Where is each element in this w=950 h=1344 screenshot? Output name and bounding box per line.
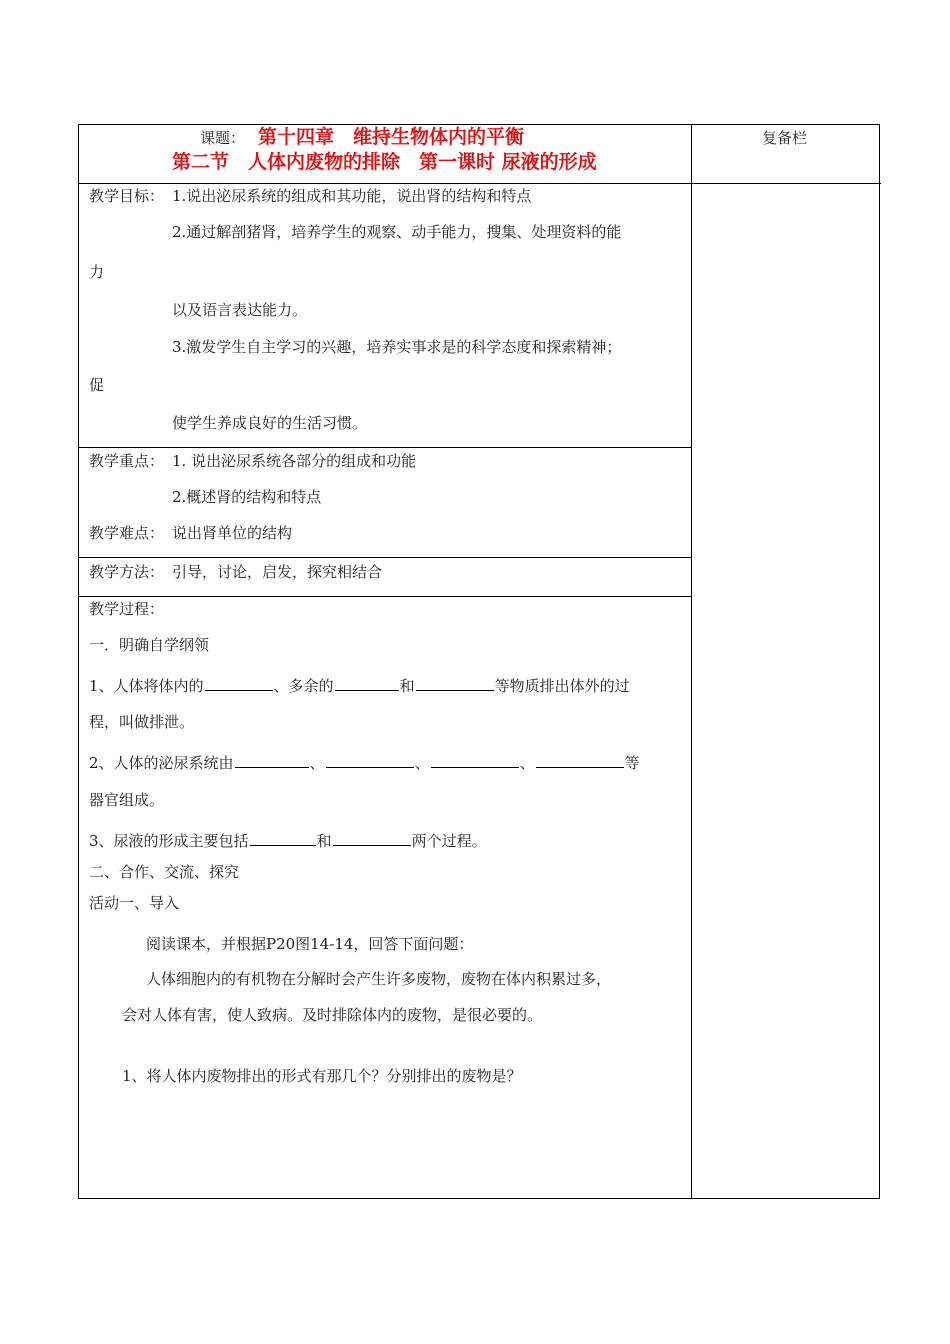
objectives-label: 教学目标： (89, 187, 165, 205)
answer-blank[interactable] (205, 675, 273, 691)
process-label: 教学过程： (89, 600, 165, 618)
objective-1: 1.说出泌尿系统的组成和其功能，说出肾的结构和特点 (172, 187, 532, 205)
chapter-title: 第十四章 维持生物体内的平衡 (258, 126, 525, 148)
key-points-label: 教学重点： (89, 452, 165, 470)
objective-3-line-3: 使学生养成良好的生活习惯。 (172, 414, 368, 432)
methods-text: 引导，讨论，启发，探究相结合 (172, 563, 383, 581)
answer-blank[interactable] (536, 752, 624, 768)
title-label: 课题： (200, 129, 246, 147)
question-1-line-2: 程，叫做排泄。 (89, 713, 195, 731)
row-divider-objectives (79, 447, 691, 448)
objective-3-line-1: 3.激发学生自主学习的兴趣，培养实事求是的科学态度和探索精神； (172, 338, 622, 356)
row-divider-key-points (79, 557, 691, 558)
activity-question-1: 1、将人体内废物排出的形式有那几个？分别排出的废物是？ (122, 1067, 522, 1085)
lesson-plan-table (78, 124, 880, 1199)
difficulty-text: 说出肾单位的结构 (172, 524, 293, 542)
row-divider-header (79, 183, 881, 184)
objective-2-line-1: 2.通过解剖猪肾，培养学生的观察、动手能力，搜集、处理资料的能 (172, 223, 622, 241)
intro-paragraph-line-1: 人体细胞内的有机物在分解时会产生许多废物，废物在体内积累过多， (146, 970, 612, 988)
part1-heading: 一．明确自学纲领 (89, 636, 210, 654)
question-2-line-1: 2、人体的泌尿系统由 、 、 、 等 (89, 754, 640, 772)
objective-2-line-2: 力 (89, 263, 105, 281)
key-point-1: 1. 说出泌尿系统各部分的组成和功能 (172, 452, 417, 470)
answer-blank[interactable] (335, 675, 399, 691)
answer-blank[interactable] (235, 752, 309, 768)
question-2-line-2: 器官组成。 (89, 791, 165, 809)
key-point-2: 2.概述肾的结构和特点 (172, 488, 322, 506)
objective-3-line-2: 促 (89, 376, 105, 394)
methods-label: 教学方法： (89, 563, 165, 581)
question-1-line-1: 1、人体将体内的 、多余的 和 等物质排出体外的过 (89, 677, 630, 695)
answer-blank[interactable] (431, 752, 519, 768)
answer-blank[interactable] (326, 752, 414, 768)
side-column-label: 复备栏 (762, 129, 808, 147)
intro-paragraph-line-2: 会对人体有害，使人致病。及时排除体内的废物，是很必要的。 (122, 1006, 543, 1024)
column-divider (691, 125, 692, 1198)
answer-blank[interactable] (333, 830, 411, 846)
answer-blank[interactable] (250, 830, 316, 846)
part2-heading: 二、合作、交流、探究 (89, 863, 240, 881)
activity-1-heading: 活动一、导入 (89, 894, 180, 912)
objective-2-line-3: 以及语言表达能力。 (172, 301, 308, 319)
question-3: 3、尿液的形成主要包括 和 两个过程。 (89, 832, 487, 850)
reading-instruction: 阅读课本，并根据P20图14-14，回答下面问题： (146, 935, 474, 953)
section-title: 第二节 人体内废物的排除 第一课时 尿液的形成 (172, 151, 597, 173)
difficulty-label: 教学难点： (89, 524, 165, 542)
answer-blank[interactable] (416, 675, 494, 691)
row-divider-methods (79, 596, 691, 597)
